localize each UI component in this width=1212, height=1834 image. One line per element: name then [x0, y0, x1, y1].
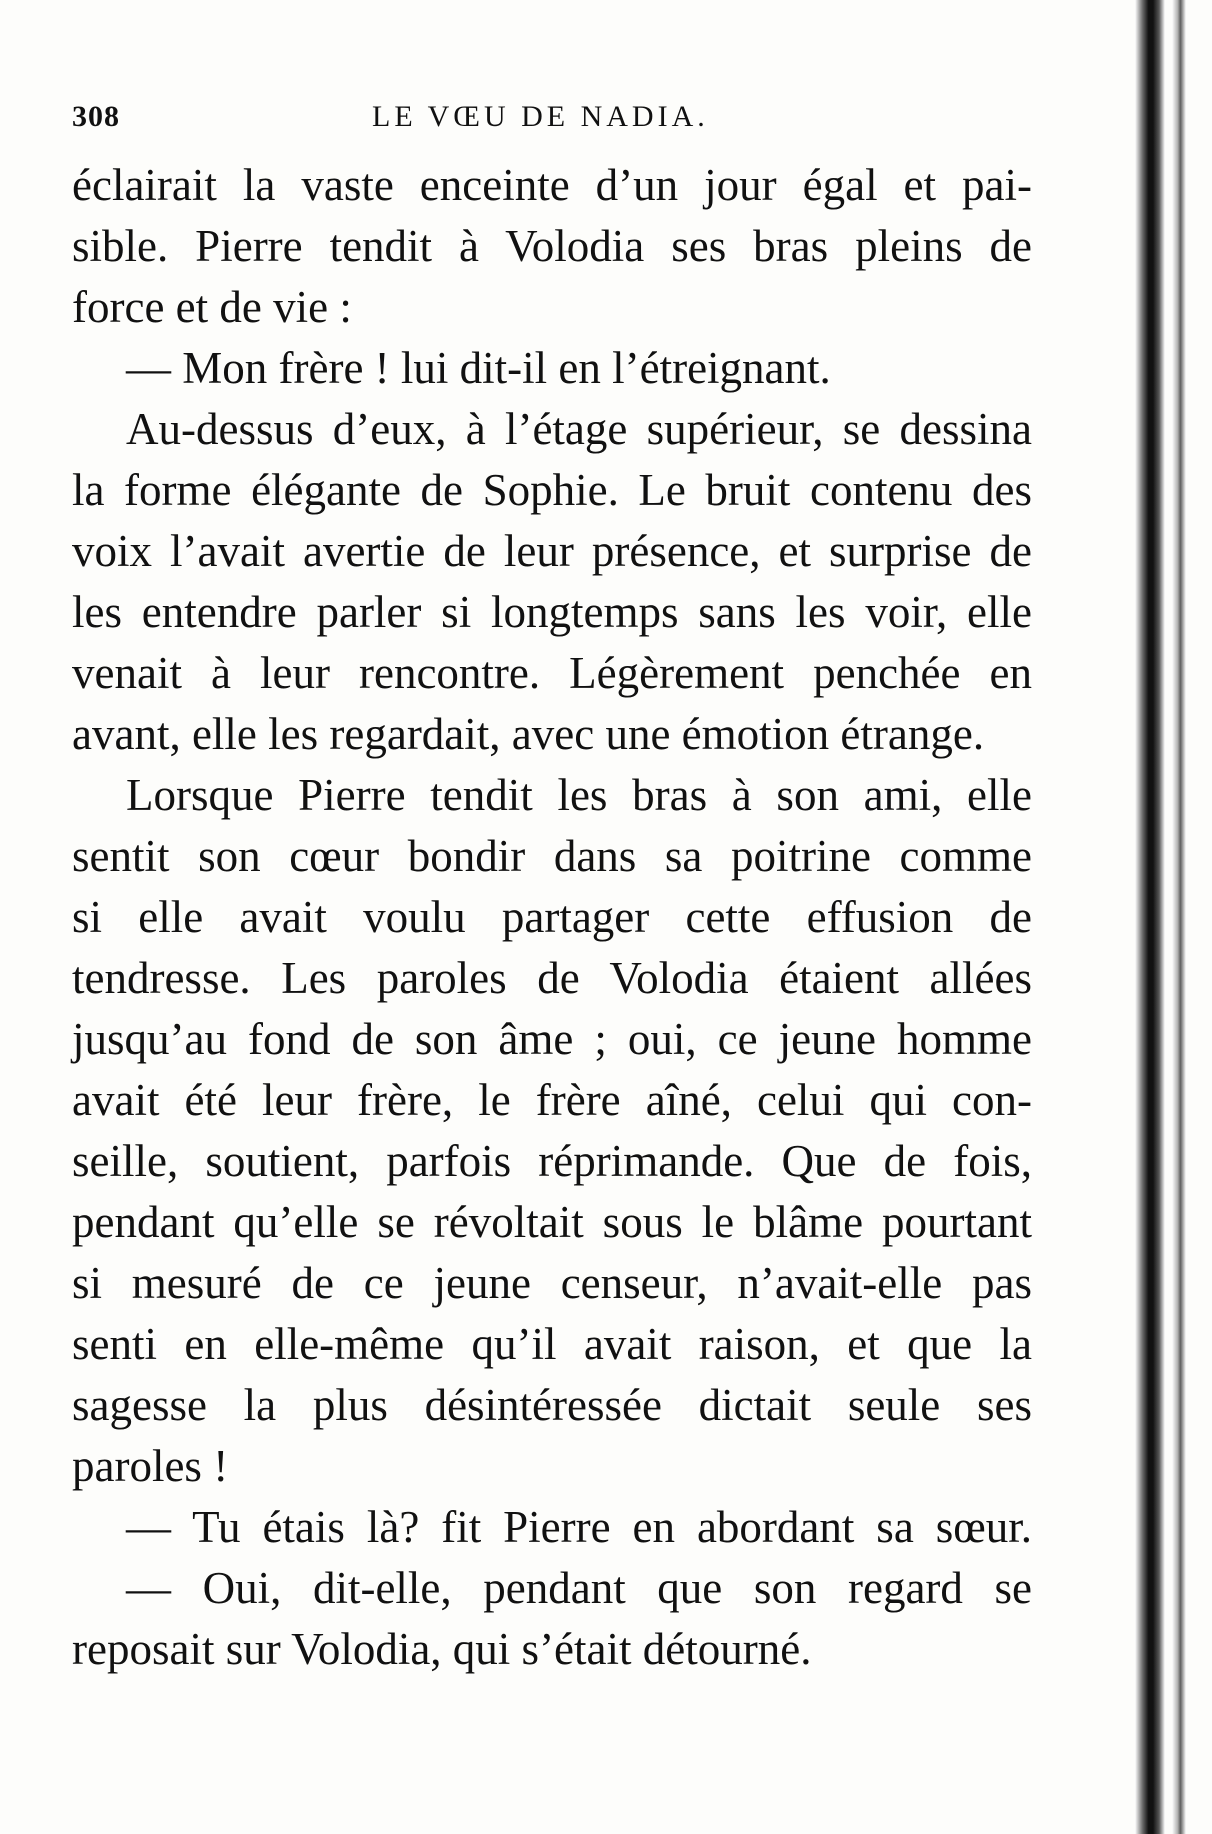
text-line: si elle avait voulu partager cette effusion de — [72, 892, 1032, 942]
text-line: avant, elle les regardait, avec une émotion étrange. — [72, 709, 985, 759]
text-line: — Mon frère ! lui dit-il en l’étreignant. — [126, 343, 831, 393]
text-line: seille, soutient, parfois réprimande. Que de fois, — [72, 1136, 1032, 1186]
text-line: si mesuré de ce jeune censeur, n’avait-elle pas — [72, 1258, 1032, 1308]
body-text — [72, 155, 1032, 1680]
text-line: pendant qu’elle se révoltait sous le blâme pourtant — [72, 1197, 1032, 1247]
text-line: sagesse la plus désintéressée dictait seule ses — [72, 1380, 1032, 1430]
binding-shadow-outer — [1172, 0, 1186, 1834]
text-line: les entendre parler si longtemps sans les voir, elle — [72, 587, 1032, 637]
text-line: tendresse. Les paroles de Volodia étaient allées — [72, 953, 1032, 1003]
text-line: la forme élégante de Sophie. Le bruit contenu des — [72, 465, 1032, 515]
text-line: — Tu étais là? fit Pierre en abordant sa sœur. — [126, 1502, 1032, 1552]
page-number: 308 — [72, 100, 120, 133]
text-line: venait à leur rencontre. Légèrement penchée en — [72, 648, 1032, 698]
text-line: senti en elle-même qu’il avait raison, et que la — [72, 1319, 1032, 1369]
text-line: sible. Pierre tendit à Volodia ses bras pleins de — [72, 221, 1032, 271]
text-line: Au-dessus d’eux, à l’étage supérieur, se dessina — [126, 404, 1032, 454]
text-line: force et de vie : — [72, 282, 352, 332]
text-line: jusqu’au fond de son âme ; oui, ce jeune homme — [72, 1014, 1032, 1064]
book-title: LE VŒU DE NADIA. — [372, 100, 709, 133]
binding-shadow — [1135, 0, 1165, 1834]
text-line: sentit son cœur bondir dans sa poitrine comme — [72, 831, 1032, 881]
text-line: paroles ! — [72, 1441, 229, 1491]
text-line: — Oui, dit-elle, pendant que son regard se — [126, 1563, 1032, 1613]
text-line: éclairait la vaste enceinte d’un jour égal et pai- — [72, 160, 1032, 210]
text-line: avait été leur frère, le frère aîné, celui qui con- — [72, 1075, 1032, 1125]
text-line: voix l’avait avertie de leur présence, et surprise de — [72, 526, 1032, 576]
text-line: Lorsque Pierre tendit les bras à son ami, elle — [126, 770, 1032, 820]
running-head — [72, 100, 1032, 140]
text-line: reposait sur Volodia, qui s’était détourné. — [72, 1624, 812, 1674]
